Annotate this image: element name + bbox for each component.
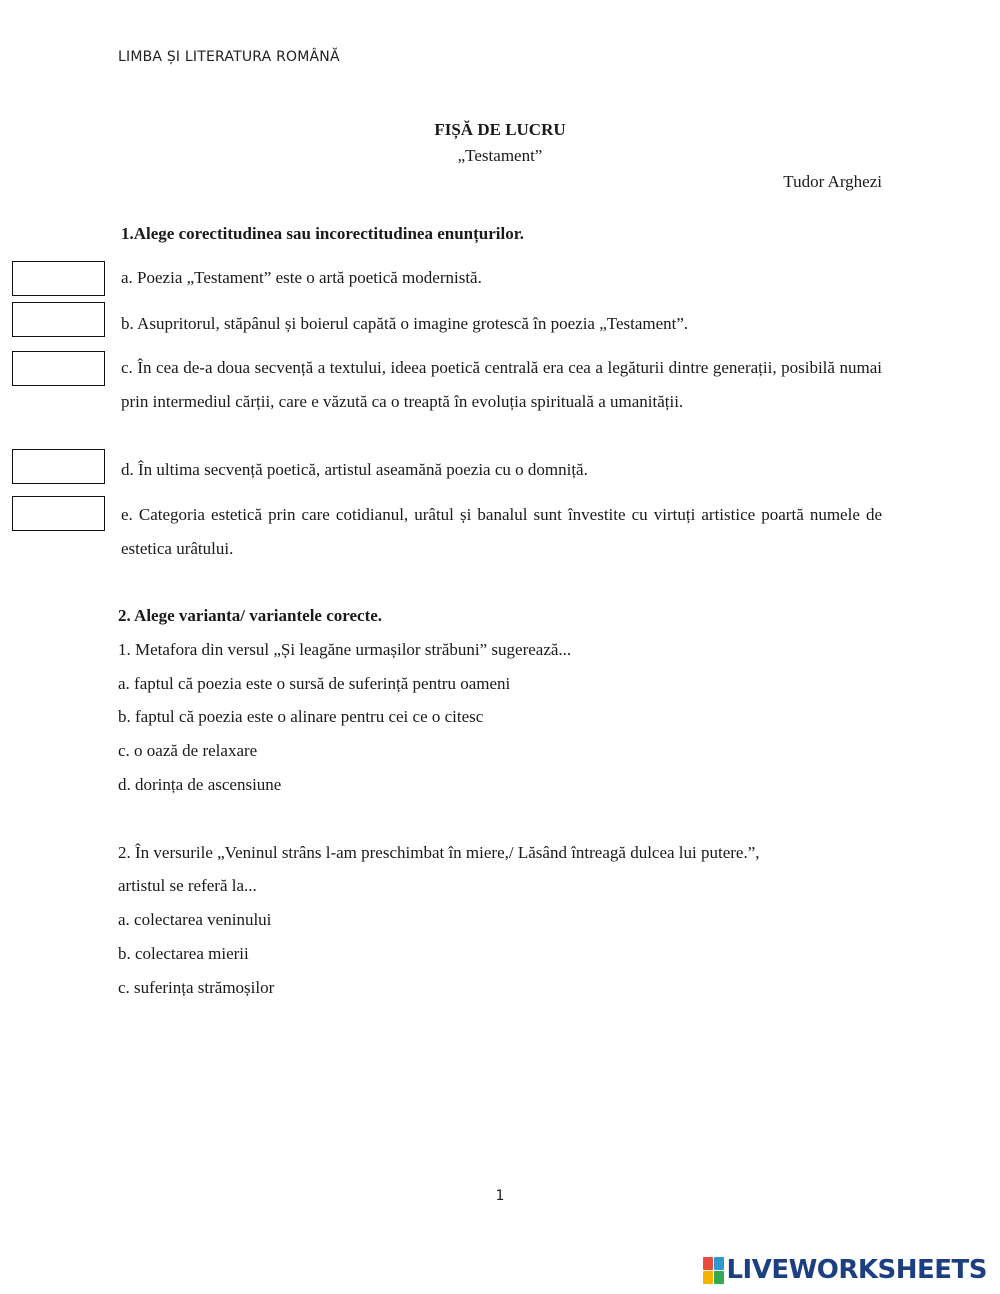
q2-option-b[interactable]: b. colectarea mierii [118,944,249,963]
worksheet-title: FIȘĂ DE LUCRU [434,120,566,139]
q1-option-b[interactable]: b. faptul că poezia este o alinare pentru cei ce o citesc [118,707,484,726]
q2-option-a[interactable]: a. colectarea veninului [118,910,272,929]
statement-b: b. Asupritorul, stăpânul și boierul capătă o imagine grotescă în poezia „Testament”. [121,314,689,333]
answer-box-d[interactable] [12,449,105,484]
answer-box-b[interactable] [12,302,105,337]
answer-box-c[interactable] [12,351,105,386]
statement-c: c. În cea de-a doua secvență a textului, ideea poetică centrală era cea a legăturii dintre generații, posibilă numai prin intermediul cărții, care e văzută ca o treaptă în evoluția spirituală a umanității. [121,358,882,411]
answer-box-e[interactable] [12,496,105,531]
page-number: 1 [495,1188,505,1204]
q2-option-c[interactable]: c. suferința strămoșilor [118,978,275,997]
subject-header: LIMBA ȘI LITERATURA ROMÂNĂ [118,49,340,65]
statement-a: a. Poezia „Testament” este o artă poetică modernistă. [121,268,482,287]
q1-option-c[interactable]: c. o oază de relaxare [118,741,258,760]
statement-e: e. Categoria estetică prin care cotidianul, urâtul și banalul sunt învestite cu virtuți artistice poartă numele de estetica urâtului. [121,505,882,558]
liveworksheets-icon [703,1257,723,1283]
liveworksheets-logo [703,1255,987,1285]
q1-option-a[interactable]: a. faptul că poezia este o sursă de suferință pentru oameni [118,674,511,693]
poem-title: „Testament” [457,146,543,165]
section2-heading: 2. Alege varianta/ variantele corecte. [118,606,383,625]
statement-d: d. În ultima secvență poetică, artistul aseamănă poezia cu o domniță. [121,460,588,479]
question-1: 1. Metafora din versul „Și leagăne urmașilor străbuni” sugerează... [118,640,572,659]
answer-box-a[interactable] [12,261,105,296]
liveworksheets-wordmark: LIVEWORKSHEETS [726,1255,987,1285]
question-2-line1: 2. În versurile „Veninul strâns l-am preschimbat în miere,/ Lăsând întreagă dulcea lui putere.”, [118,843,760,862]
poem-author: Tudor Arghezi [783,172,882,191]
question-2-line2: artistul se referă la... [118,876,257,895]
section1-heading: 1.Alege corectitudinea sau incorectitudinea enunțurilor. [121,224,524,243]
q1-option-d[interactable]: d. dorința de ascensiune [118,775,282,794]
